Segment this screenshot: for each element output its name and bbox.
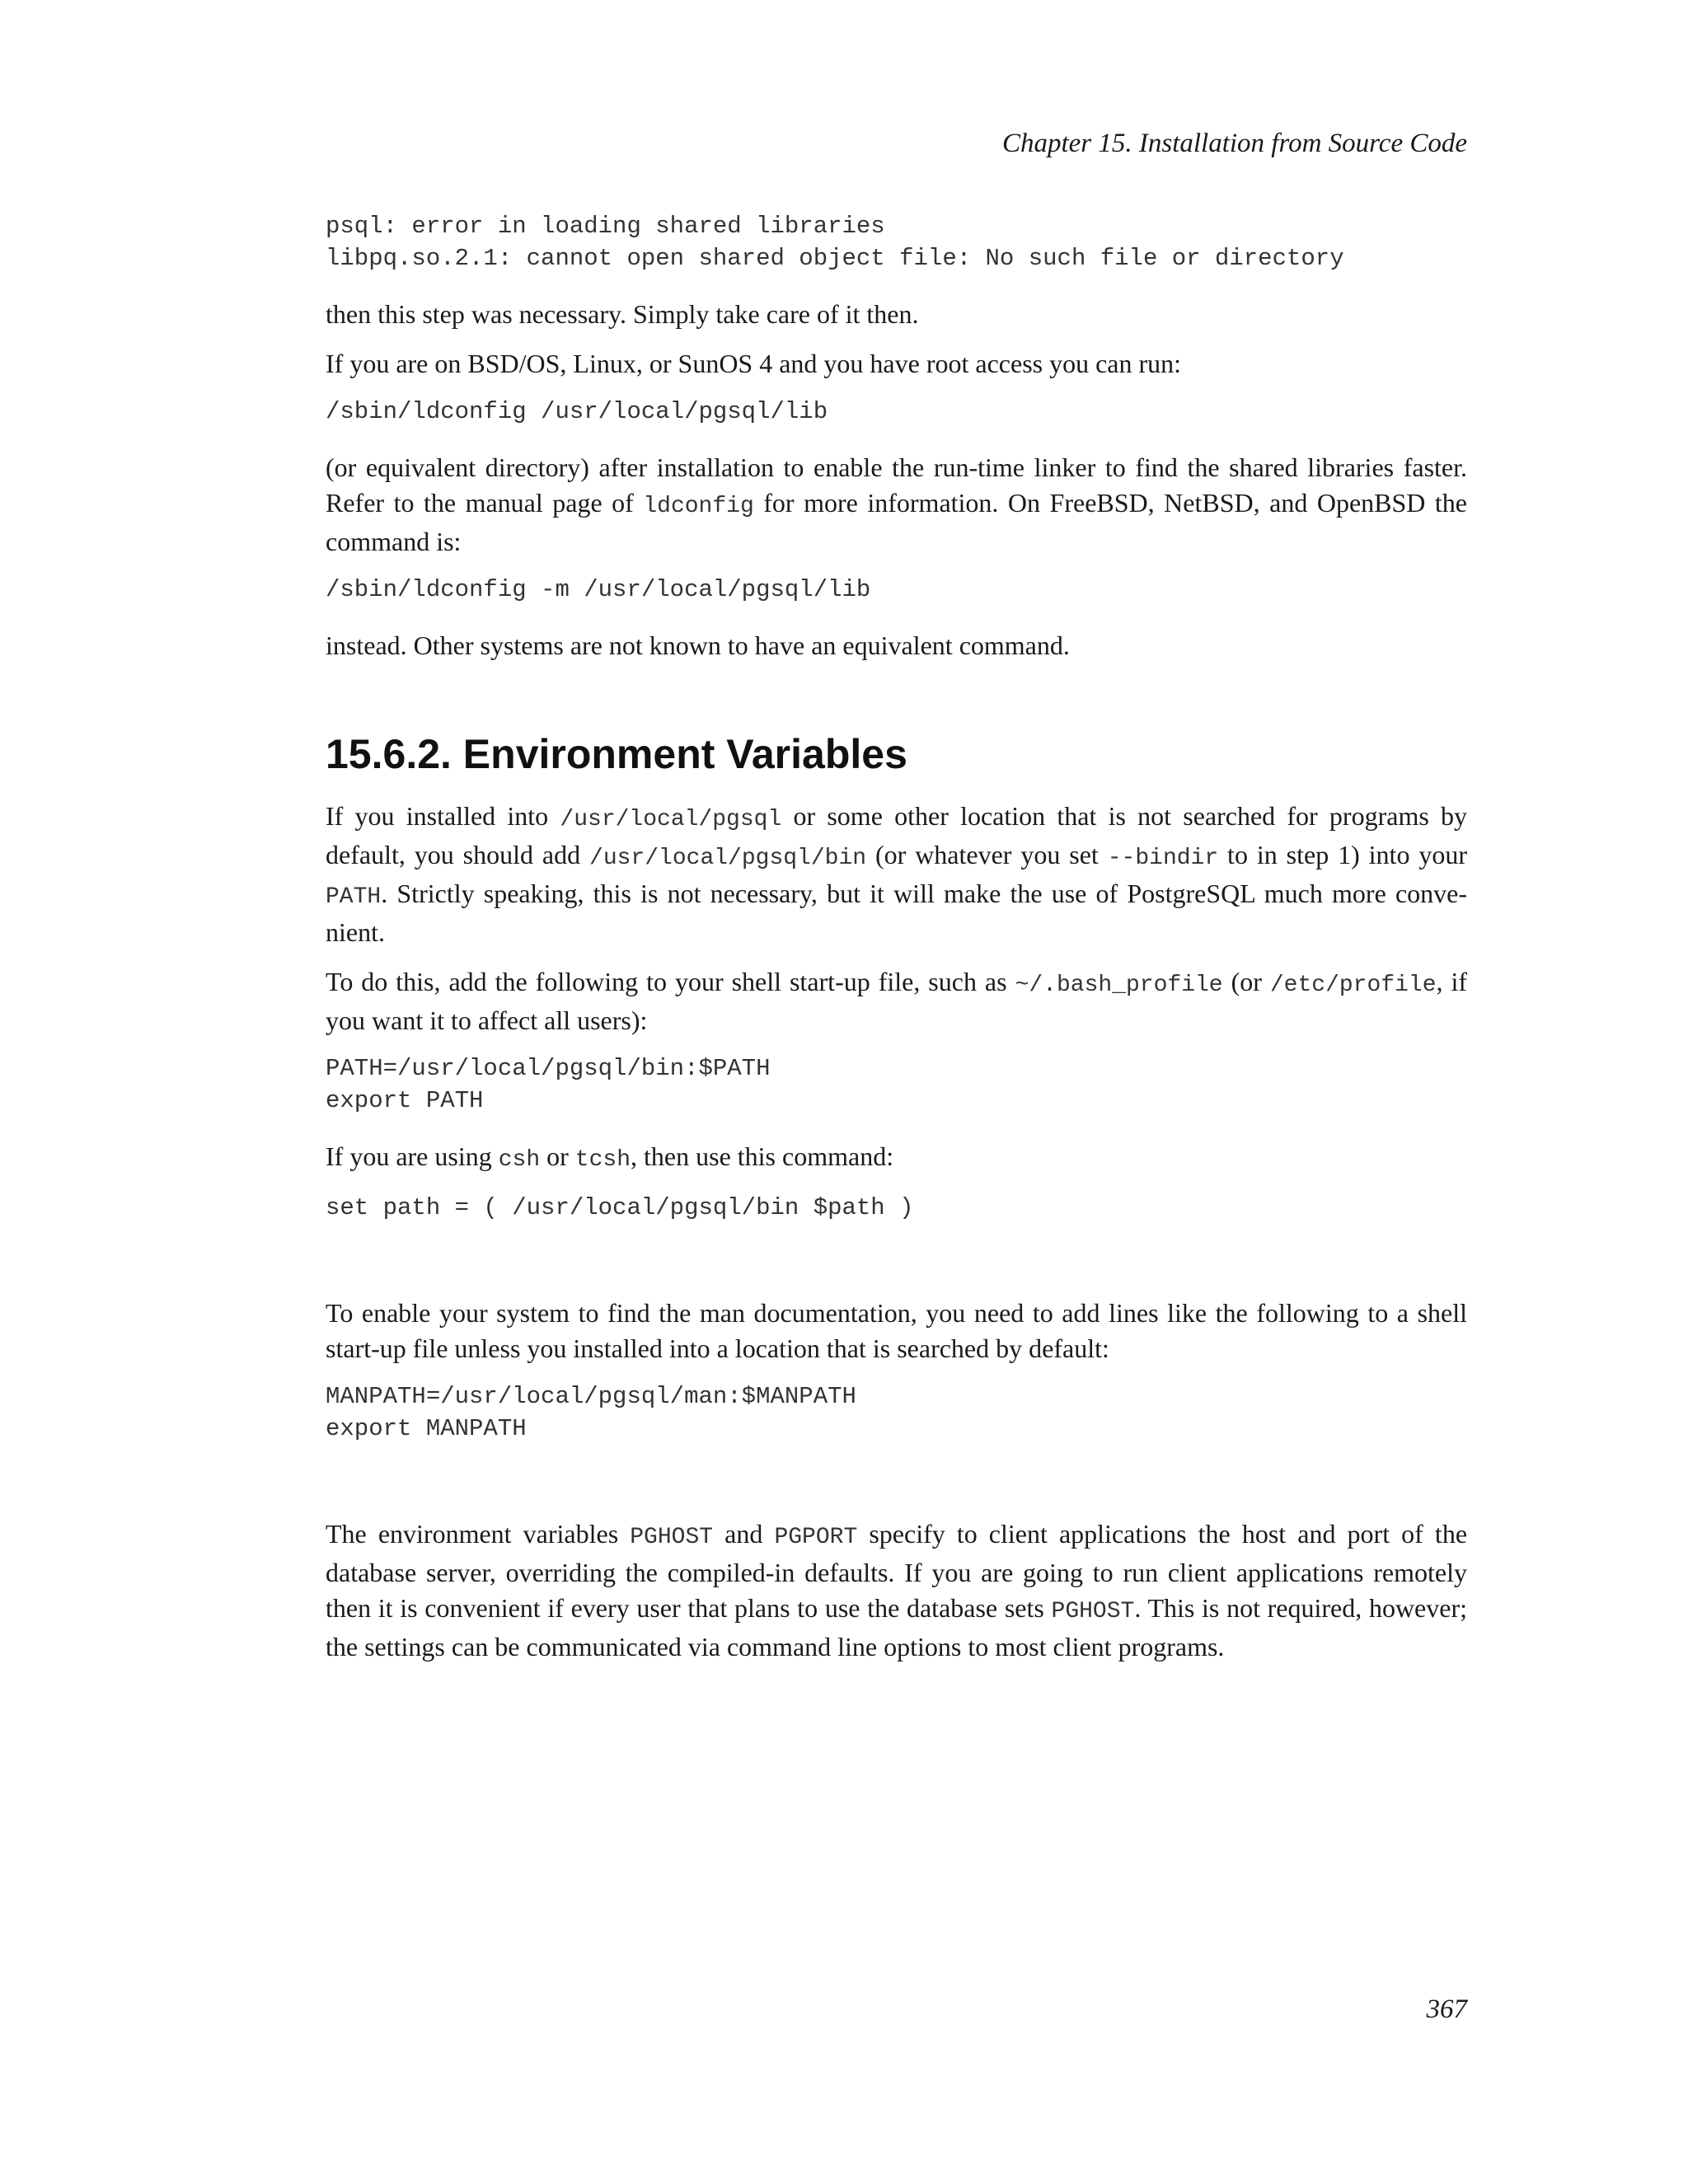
paragraph-installed-into (326, 799, 1467, 950)
text-run: (or equivalent directory) after installation to enable the run-time linker to find the shared libraries faster. Refer to the manual page of (326, 452, 1467, 518)
text-run: If you are using (326, 1141, 499, 1171)
inline-code-bindir: --bindir (1107, 846, 1219, 871)
text-run: (or whatever you set (866, 840, 1108, 869)
inline-code-tcsh: tcsh (574, 1147, 631, 1173)
code-block-error-message: psql: error in loading shared libraries libpq.so.2.1: cannot open shared object file: No such file or directory (326, 213, 1344, 272)
paragraph-csh-tcsh (326, 1139, 1467, 1178)
text-run: (or (1222, 967, 1270, 996)
text-run: or (540, 1141, 575, 1171)
code-block-path-export: PATH=/usr/local/pgsql/bin:$PATH export PATH (326, 1055, 771, 1114)
paragraph-pghost-pgport (326, 1516, 1467, 1665)
inline-code-pghost: PGHOST (630, 1525, 714, 1550)
page-content (326, 198, 1467, 1679)
text-run: , if you want it to affect all users): (326, 967, 1468, 1035)
code-block-set-path: set path = ( /usr/local/pgsql/bin $path ) (326, 1194, 914, 1221)
inline-code-pghost: PGHOST (1051, 1599, 1135, 1624)
inline-code-pgport: PGPORT (774, 1525, 858, 1550)
inline-code-bash-profile: ~/.bash_profile (1015, 972, 1223, 998)
text-run: for more information. On FreeBSD, NetBSD, and OpenBSD the command is: (326, 488, 1468, 556)
spacer (326, 1246, 1467, 1296)
paragraph-step-necessary: then this step was necessary. Simply take care of it then. (326, 299, 919, 329)
running-header: Chapter 15. Installation from Source Code (1001, 129, 1467, 158)
text-run: and (713, 1519, 775, 1549)
paragraph-root-access: If you are on BSD/OS, Linux, or SunOS 4 and you have root access you can run: (326, 349, 1182, 378)
text-run: , then use this command: (631, 1141, 894, 1171)
text-run: or some other location that is not searched for programs by default, you should add (326, 801, 1468, 869)
section-heading: 15.6.2. Environment Variables (326, 731, 907, 777)
text-run: . Strictly speaking, this is not necessary, but it will make the use of PostgreSQL much more conve-nient. (326, 879, 1467, 947)
inline-code-pgsql-bin: /usr/local/pgsql/bin (589, 846, 867, 871)
paragraph-man-documentation: To enable your system to find the man documentation, you need to add lines like the following to a shell start-up file unless you installed into a location that is searched by default: (326, 1298, 1467, 1363)
code-block-ldconfig: /sbin/ldconfig /usr/local/pgsql/lib (326, 398, 828, 425)
inline-code-etc-profile: /etc/profile (1269, 972, 1437, 998)
paragraph-equivalent-directory (326, 450, 1467, 560)
document-page (326, 0, 1467, 2184)
inline-code-path: PATH (326, 884, 382, 910)
inline-code-ldconfig: ldconfig (643, 494, 754, 519)
text-run: The environment variables (326, 1519, 631, 1549)
text-run: specify to client applications the host and port of the database server, overriding the compiled-in defaults. If you are going to run client applications remotely then it is convenient if every user that plans to use the database sets (326, 1519, 1468, 1623)
text-run: . This is not required, however; the settings can be communicated via command line options to most client programs. (326, 1593, 1468, 1661)
paragraph-instead: instead. Other systems are not known to have an equivalent command. (326, 630, 1070, 660)
paragraph-shell-startup (326, 964, 1467, 1038)
page-number: 367 (1426, 1994, 1467, 2024)
spacer (326, 1467, 1467, 1516)
text-run: To do this, add the following to your shell start-up file, such as (326, 967, 1015, 996)
text-run: If you installed into (326, 801, 560, 831)
inline-code-csh: csh (498, 1147, 541, 1173)
text-run: to in step 1) into your (1218, 840, 1468, 869)
code-block-ldconfig-m: /sbin/ldconfig -m /usr/local/pgsql/lib (326, 576, 871, 603)
code-block-manpath-export: MANPATH=/usr/local/pgsql/man:$MANPATH export MANPATH (326, 1383, 856, 1442)
inline-code-usr-local-pgsql: /usr/local/pgsql (560, 807, 782, 832)
